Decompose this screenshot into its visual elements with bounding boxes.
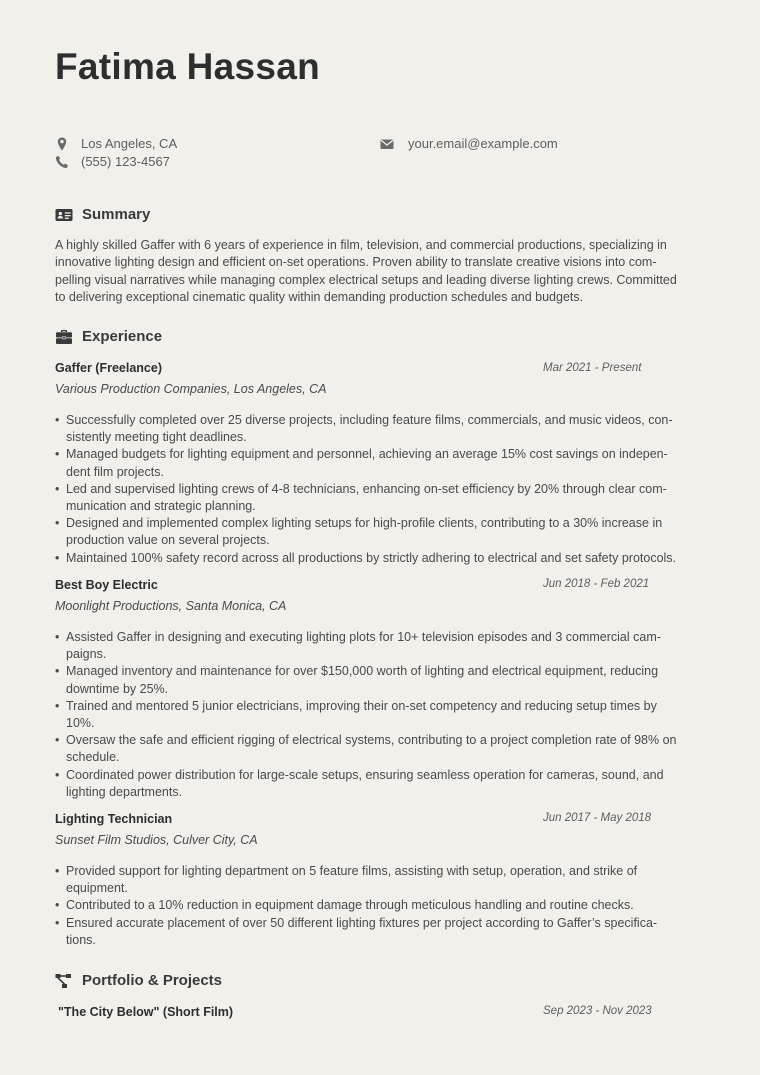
contact-location (55, 136, 177, 151)
job-title: Lighting Technician (55, 812, 173, 826)
map-pin-icon (55, 137, 69, 151)
summary-paragraph (55, 237, 710, 306)
list-item: • Trained and mentored 5 junior electricians, improving their on-set competency and reducing setup times by 10%. (55, 698, 710, 732)
list-item: • Led and supervised lighting crews of 4-8 technicians, enhancing on-set efficiency by 20% through clear com- munication and strategic planning. (55, 481, 710, 515)
list-item: • Designed and implemented complex lighting setups for high-profile clients, contributing to a 30% increase in production value on several projects. (55, 515, 710, 549)
list-item: • Successfully completed over 25 diverse projects, including feature films, commercials, and music videos, con- sistently meeting tight deadlines. (55, 412, 710, 446)
job-dates: Mar 2021 - Present (543, 362, 642, 374)
list-item: • Managed inventory and maintenance for over $150,000 worth of lighting and electrical equipment, reducing downtime by 25%. (55, 663, 710, 697)
job-bullets (55, 629, 710, 801)
project-diagram-icon (55, 973, 73, 989)
phone-text: (555) 123-4567 (81, 154, 170, 169)
contact-email[interactable] (380, 136, 558, 151)
job-company: Moonlight Productions, Santa Monica, CA (55, 599, 287, 613)
portfolio-heading (55, 972, 222, 989)
location-text: Los Angeles, CA (81, 136, 178, 151)
summary-line: innovative lighting design and efficient on-set operations. Proven ability to translate creative visions into com- (55, 255, 657, 270)
list-item: • Contributed to a 10% reduction in equipment damage through meticulous handling and routine checks. (55, 897, 710, 914)
job-company: Sunset Film Studios, Culver City, CA (55, 833, 258, 847)
project-dates: Sep 2023 - Nov 2023 (543, 1005, 652, 1017)
summary-heading-text: Summary (82, 206, 151, 223)
list-item: • Oversaw the safe and efficient rigging of electrical systems, contributing to a project completion rate of 98% on schedule. (55, 732, 710, 766)
phone-icon (55, 155, 69, 169)
summary-line: pelling visual narratives while managing complex electrical setups and leading diverse lighting crews. Committed (55, 272, 677, 287)
job-company: Various Production Companies, Los Angeles, CA (55, 382, 327, 396)
summary-heading (55, 206, 150, 223)
list-item: • Maintained 100% safety record across all productions by strictly adhering to electrical and set safety protocols. (55, 550, 710, 567)
portfolio-heading-text: Portfolio & Projects (82, 972, 223, 989)
experience-heading-text: Experience (82, 328, 163, 345)
list-item: • Managed budgets for lighting equipment and personnel, achieving an average 15% cost savings on indepen- dent film projects. (55, 446, 710, 480)
job-bullets (55, 863, 710, 949)
contact-phone (55, 154, 170, 169)
list-item: • Coordinated power distribution for large-scale setups, ensuring seamless operation for cameras, sound, and lighting departments. (55, 767, 710, 801)
job-bullets (55, 412, 710, 567)
list-item: • Assisted Gaffer in designing and executing lighting plots for 10+ television episodes and 3 commercial cam- paigns. (55, 629, 710, 663)
job-title: Gaffer (Freelance) (55, 361, 162, 375)
summary-line: A highly skilled Gaffer with 6 years of experience in film, television, and commercial productions, specializing in (55, 238, 667, 252)
job-dates: Jun 2017 - May 2018 (543, 812, 652, 824)
summary-line: to delivering exceptional cinematic quality within demanding production schedules and budgets. (55, 289, 584, 304)
job-title: Best Boy Electric (55, 578, 158, 592)
candidate-name: Fatima Hassan (55, 46, 321, 87)
email-text[interactable]: your.email@example.com (408, 136, 558, 151)
id-card-icon (55, 207, 73, 223)
briefcase-icon (55, 329, 73, 345)
experience-heading (55, 328, 162, 345)
list-item: • Ensured accurate placement of over 50 different lighting fixtures per project according to Gaffer’s specifica- tions. (55, 915, 710, 949)
job-dates: Jun 2018 - Feb 2021 (543, 578, 650, 590)
envelope-icon (380, 137, 394, 151)
project-title: "The City Below" (Short Film) (58, 1005, 234, 1019)
list-item: • Provided support for lighting department on 5 feature films, assisting with setup, operation, and strike of equipment. (55, 863, 710, 897)
